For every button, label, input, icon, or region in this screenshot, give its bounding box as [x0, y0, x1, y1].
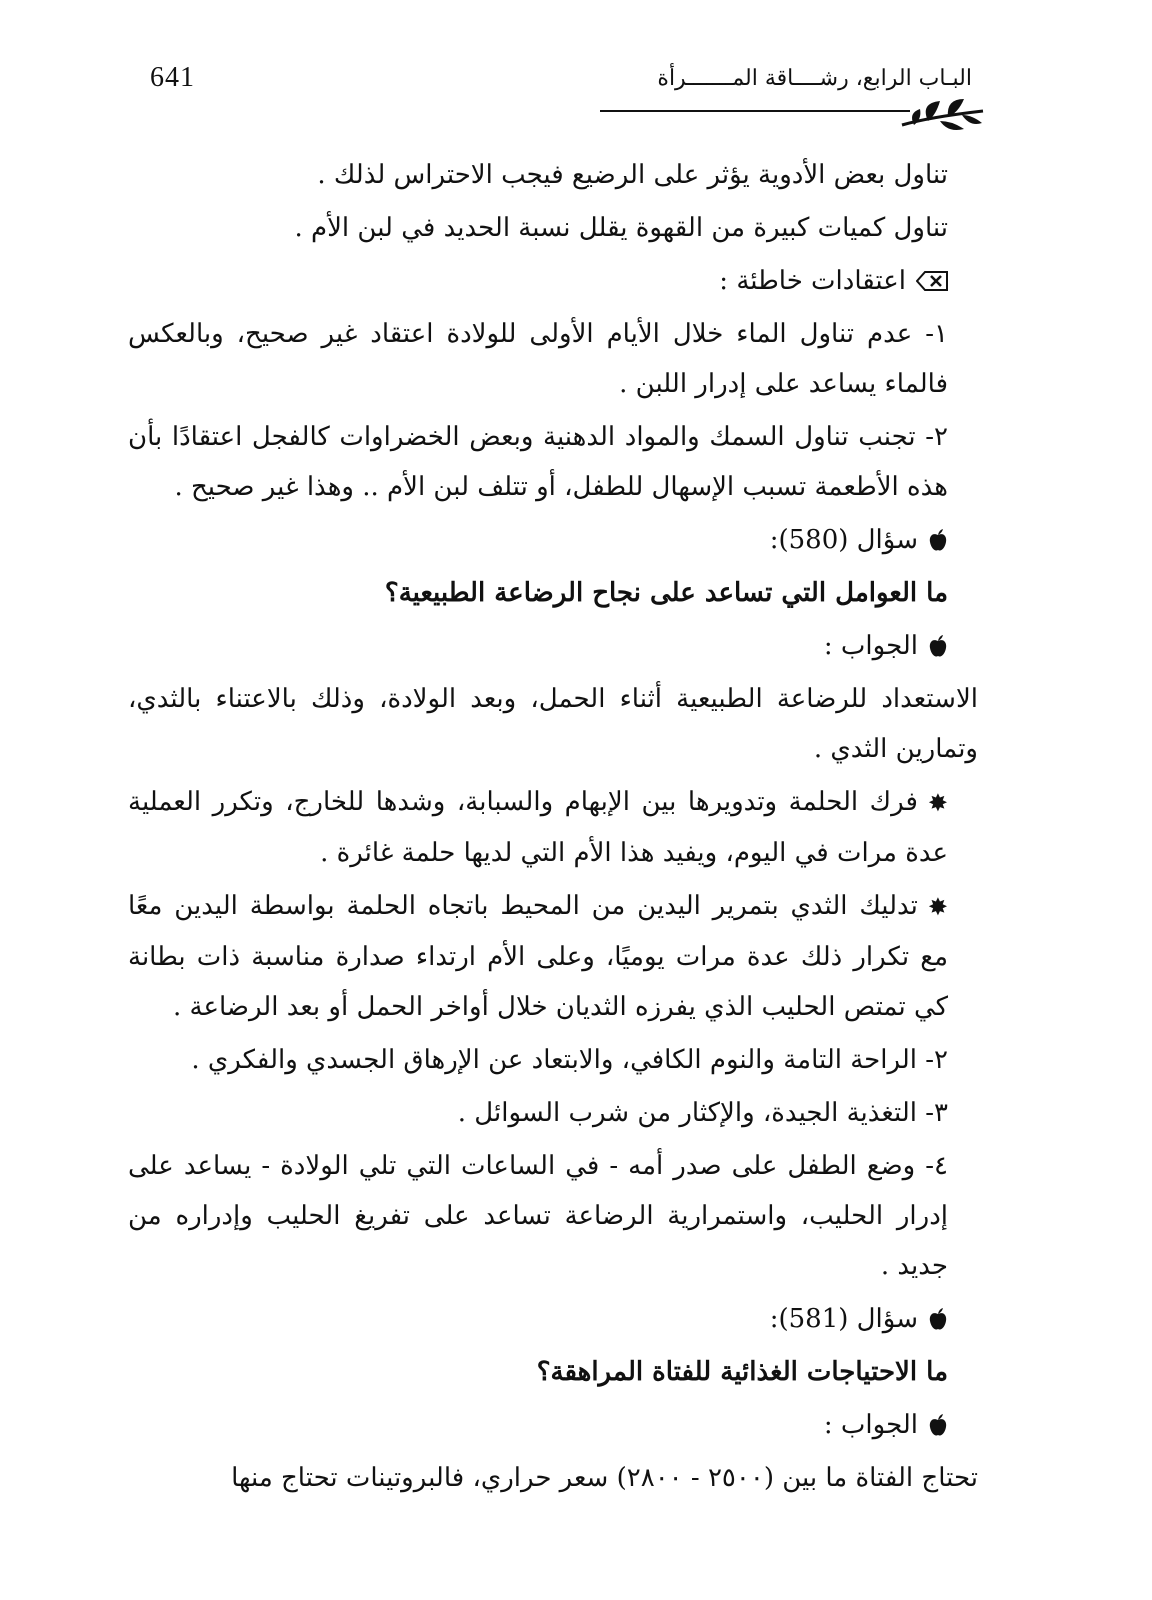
- question-label: سؤال (580):: [769, 525, 918, 555]
- star-icon: ✸: [927, 789, 948, 817]
- subheading-wrong-beliefs: [128, 256, 978, 306]
- answer-heading: [128, 621, 978, 671]
- answer-label: الجواب :: [823, 631, 918, 661]
- bullet-text: تدليك الثدي بتمرير اليدين من المحيط باتجاه الحلمة بواسطة اليدين معًا مع تكرار ذلك عدة مرات يوميًا، وعلى الأم ارتداء صدارة مناسبة ذات بطانة كي تمتص الحليب الذي يفرزه الثديان خلال أواخر الحمل أو بعد الرضاعة .: [128, 891, 948, 1022]
- list-item: ٢- الراحة التامة والنوم الكافي، والابتعاد عن الإرهاق الجسدي والفكري .: [191, 1045, 948, 1075]
- paragraph: الاستعداد للرضاعة الطبيعية أثناء الحمل، وبعد الولادة، وذلك بالاعتناء بالثدي، وتمارين الثدي .: [128, 684, 978, 764]
- question-heading: [128, 515, 978, 565]
- question-label: سؤال (581):: [769, 1304, 918, 1334]
- subheading-text: اعتقادات خاطئة :: [719, 266, 906, 296]
- header-rule: [600, 110, 910, 112]
- apple-icon: [928, 1307, 948, 1331]
- bullet-paragraph: [128, 881, 978, 1032]
- bullet-text: فرك الحلمة وتدويرها بين الإبهام والسبابة، وشدها للخارج، وتكرر العملية عدة مرات في اليوم، ويفيد هذا الأم التي لديها حلمة غائرة .: [128, 787, 948, 868]
- star-icon: ✸: [927, 893, 948, 921]
- question-heading: [128, 1294, 978, 1344]
- paragraph: ١- عدم تناول الماء خلال الأيام الأولى للولادة اعتقاد غير صحيح، وبالعكس فالماء يساعد على إدرار اللبن .: [128, 319, 948, 399]
- paragraph: تناول بعض الأدوية يؤثر على الرضيع فيجب الاحتراس لذلك .: [317, 160, 948, 190]
- question-text: ما الاحتياجات الغذائية للفتاة المراهقة؟: [536, 1357, 948, 1387]
- page-body: [128, 150, 978, 1506]
- apple-icon: [928, 528, 948, 552]
- paragraph: تناول كميات كبيرة من القهوة يقلل نسبة الحديد في لبن الأم .: [294, 213, 948, 243]
- answer-heading: [128, 1400, 978, 1450]
- apple-icon: [928, 1413, 948, 1437]
- leaf-branch-ornament-icon: [900, 95, 985, 135]
- box-x-icon: [916, 270, 948, 292]
- answer-label: الجواب :: [823, 1410, 918, 1440]
- bullet-paragraph: [128, 777, 978, 878]
- paragraph: ٢- تجنب تناول السمك والمواد الدهنية وبعض الخضراوات كالفجل اعتقادًا بأن هذه الأطعمة تسبب الإسهال للطفل، أو تتلف لبن الأم .. وهذا غير صحيح .: [128, 422, 948, 502]
- list-item: ٤- وضع الطفل على صدر أمه - في الساعات التي تلي الولادة - يساعد على إدرار الحليب، واستمرارية الرضاعة تساعد على تفريغ الحليب وإدراره من جديد .: [128, 1151, 948, 1281]
- paragraph: تحتاج الفتاة ما بين (٢٥٠٠ - ٢٨٠٠) سعر حراري، فالبروتينات تحتاج منها: [231, 1463, 978, 1493]
- running-header: البـاب الرابع، رشــــاقة المـــــــرأة: [657, 66, 972, 91]
- apple-icon: [928, 634, 948, 658]
- page-number: 641: [150, 62, 195, 93]
- list-item: ٣- التغذية الجيدة، والإكثار من شرب السوائل .: [457, 1098, 948, 1128]
- question-text: ما العوامل التي تساعد على نجاح الرضاعة الطبيعية؟: [384, 578, 948, 608]
